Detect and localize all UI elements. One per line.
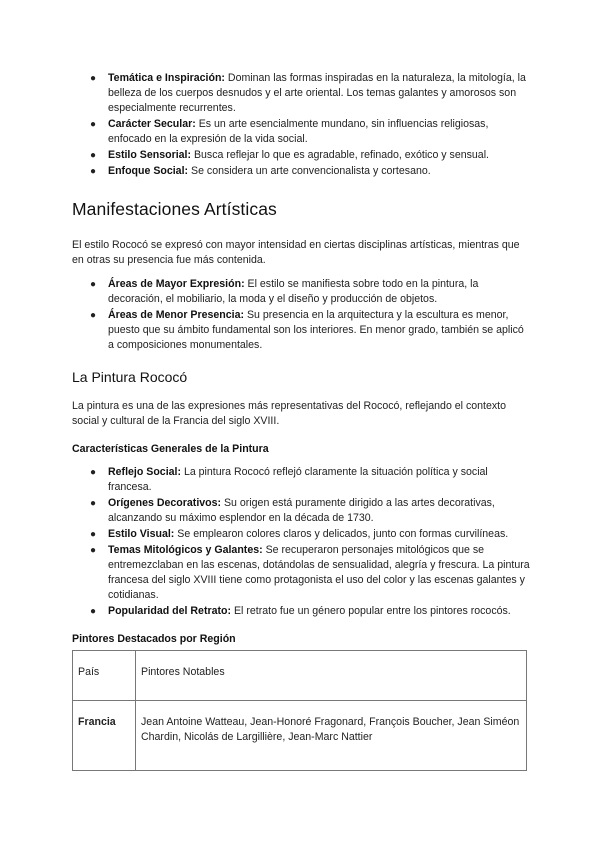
caracteristicas-heading: Características Generales de la Pintura [72, 443, 269, 455]
list-item-term: Reflejo Social: [108, 466, 181, 478]
table-header-painters: Pintores Notables [136, 651, 527, 701]
document-body [72, 70, 530, 771]
bullet-icon: ● [90, 150, 97, 161]
list-item-term: Temática e Inspiración: [108, 72, 225, 84]
list-item-term: Orígenes Decorativos: [108, 497, 222, 509]
list-item [90, 148, 530, 163]
bullet-icon: ● [90, 279, 97, 290]
list-item-text: El estilo se manifiesta sobre todo en la pintura, la decoración, el mobiliario, la moda y el diseño y producción de objetos. [108, 278, 479, 305]
list-item-term: Popularidad del Retrato: [108, 605, 232, 617]
list-item-term: Enfoque Social: [108, 165, 189, 177]
list-item-term: Áreas de Menor Presencia: [108, 309, 245, 321]
list-item-term: Carácter Secular: [108, 118, 196, 130]
list-item [90, 496, 530, 526]
bullet-icon: ● [90, 529, 97, 540]
section-heading-pintura: La Pintura Rococó [72, 369, 188, 385]
caracteristicas-list [72, 465, 530, 619]
list-item-term: Temas Mitológicos y Galantes: [108, 544, 263, 556]
manifestaciones-intro: El estilo Rococó se expresó con mayor intensidad en ciertas disciplinas artísticas, mientras que en otras su presencia fue más contenida. [72, 239, 520, 266]
list-item-term: Estilo Visual: [108, 528, 175, 540]
list-item [90, 277, 530, 307]
pintura-intro: La pintura es una de las expresiones más representativas del Rococó, reflejando el contexto social y cultural de la Francia del siglo XVIII. [72, 400, 507, 427]
list-item-text: Es un arte esencialmente mundano, sin influencias religiosas, enfocado en la expresión de la vida social. [108, 118, 489, 145]
bullet-icon: ● [90, 166, 97, 177]
list-item [90, 527, 530, 542]
section-heading-manifestaciones: Manifestaciones Artísticas [72, 199, 277, 219]
list-item-text: El retrato fue un género popular entre los pintores rococós. [231, 605, 511, 617]
list-item-text: Se recuperaron personajes mitológicos que se entremezclaban en las escenas, dotándolas de sensualidad, alegría y frescura. La pintura francesa del siglo XVIII tiene como protagonista el uso del color y las escenas galantes y cotidianas. [108, 544, 530, 601]
list-item-term: Áreas de Mayor Expresión: [108, 278, 245, 290]
list-item [90, 308, 530, 353]
list-item-text: Su origen está puramente dirigido a las artes decorativas, alcanzando su máximo esplendor en la década de 1730. [108, 497, 495, 524]
bullet-icon: ● [90, 310, 97, 321]
list-item [90, 465, 530, 495]
list-item-text: Busca reflejar lo que es agradable, refinado, exótico y sensual. [191, 149, 489, 161]
bullet-icon: ● [90, 545, 97, 556]
bullet-icon: ● [90, 73, 97, 84]
list-item [90, 164, 530, 179]
table-cell-country: Francia [73, 701, 136, 771]
manifestaciones-list [72, 277, 530, 353]
features-list [72, 71, 530, 179]
list-item [90, 604, 530, 619]
list-item [90, 543, 530, 603]
table-header-country: País [73, 651, 136, 701]
bullet-icon: ● [90, 606, 97, 617]
list-item [90, 117, 530, 147]
pintores-heading: Pintores Destacados por Región [72, 633, 236, 645]
list-item-text: Se considera un arte convencionalista y cortesano. [188, 165, 431, 177]
painters-table [72, 650, 527, 771]
table-row [73, 701, 527, 771]
list-item-text: Se emplearon colores claros y delicados, junto con formas curvilíneas. [174, 528, 509, 540]
list-item-term: Estilo Sensorial: [108, 149, 192, 161]
bullet-icon: ● [90, 498, 97, 509]
table-cell-painters: Jean Antoine Watteau, Jean-Honoré Fragonard, François Boucher, Jean Siméon Chardin, Nicolás de Largillière, Jean-Marc Nattier [136, 701, 527, 771]
list-item-text: La pintura Rococó reflejó claramente la situación política y social francesa. [108, 466, 488, 493]
list-item-text: Dominan las formas inspiradas en la naturaleza, la mitología, la belleza de los cuerpos desnudos y el arte oriental. Los temas galantes y amorosos son especialmente recurrentes. [108, 72, 526, 114]
bullet-icon: ● [90, 119, 97, 130]
table-header-row [73, 651, 527, 701]
bullet-icon: ● [90, 467, 97, 478]
list-item [90, 71, 530, 116]
list-item-text: Su presencia en la arquitectura y la escultura es menor, puesto que su ámbito fundamental son los interiores. En menor grado, también se aplicó a composiciones monumentales. [108, 309, 524, 351]
